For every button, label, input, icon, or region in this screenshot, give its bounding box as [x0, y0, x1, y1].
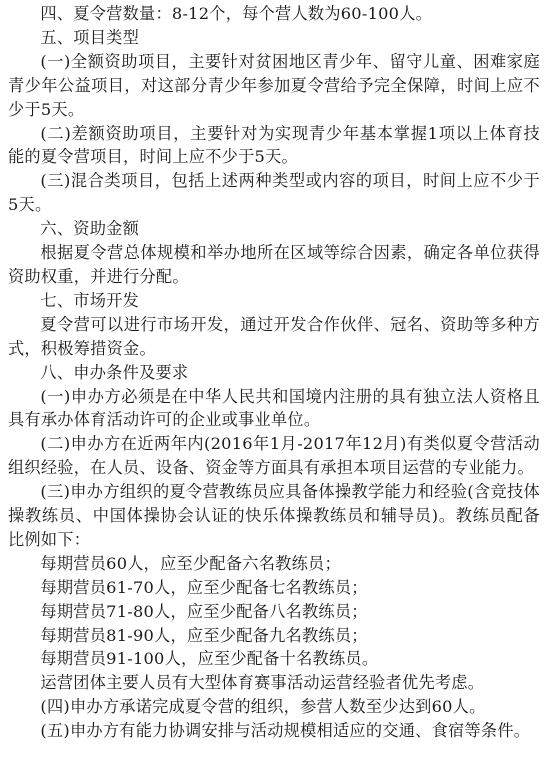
coach-ratio-line: 每期营员81-90人，应至少配备九名教练员； — [40, 625, 368, 645]
coach-ratio-line: 每期营员71-80人，应至少配备八名教练员； — [40, 601, 368, 621]
condition-five-paragraph: (五)申办方有能力协调安排与活动规模相适应的交通、食宿等条件。 — [40, 721, 531, 741]
section-eight-heading: 八、申办条件及要求 — [40, 362, 189, 382]
condition-one-paragraph: (一)申办方必须是在中华人民共和国境内注册的具有独立法人资格且具有承办体育活动许可的企业或事业单位。 — [8, 386, 540, 430]
coach-ratio-line: 每期营员60人，应至少配备六名教练员； — [40, 553, 341, 573]
coach-ratio-line: 每期营员61-70人，应至少配备七名教练员； — [40, 577, 368, 597]
mixed-project-paragraph: (三)混合类项目，包括上述两种类型或内容的项目，时间上应不少于5天。 — [8, 171, 540, 215]
condition-four-paragraph: (四)申办方承诺完成夏令营的组织，参营人数至少达到60人。 — [40, 697, 486, 717]
condition-two-paragraph: (二)申办方在近两年内(2016年1月-2017年12月)有类似夏令营活动组织经验，在人员、设备、资金等方面具有承担本项目运营的专业能力。 — [8, 434, 540, 478]
market-development-paragraph: 夏令营可以进行市场开发，通过开发合作伙伴、冠名、资助等多种方式，积极筹措资金。 — [8, 314, 540, 358]
section-four-heading: 四、夏令营数量：8-12个，每个营人数为60-100人。 — [40, 4, 433, 23]
funding-amount-paragraph: 根据夏令营总体规模和举办地所在区域等综合因素，确定各单位获得资助权重，并进行分配。 — [8, 243, 540, 286]
full-funding-paragraph: (一)全额资助项目，主要针对贫困地区青少年、留守儿童、困难家庭青少年公益项目，对这部分青少年参加夏令营给予完全保障，时间上应不少于5天。 — [8, 51, 540, 119]
condition-three-paragraph: (三)申办方组织的夏令营教练员应具备体操教学能力和经验(含竞技体操教练员、中国体操协会认证的快乐体操教练员和辅导员)。教练员配备比例如下： — [8, 482, 540, 549]
section-seven-heading: 七、市场开发 — [40, 290, 140, 310]
operations-team-paragraph: 运营团体主要人员有大型体育赛事活动运营经验者优先考虑。 — [40, 673, 485, 693]
section-five-heading: 五、项目类型 — [40, 27, 140, 47]
coach-ratio-line: 每期营员91-100人，应至少配备十名教练员。 — [40, 649, 379, 669]
section-six-heading: 六、资助金额 — [40, 219, 140, 239]
partial-funding-paragraph: (二)差额资助项目，主要针对为实现青少年基本掌握1项以上体育技能的夏令营项目，时间上应不少于5天。 — [8, 123, 540, 167]
